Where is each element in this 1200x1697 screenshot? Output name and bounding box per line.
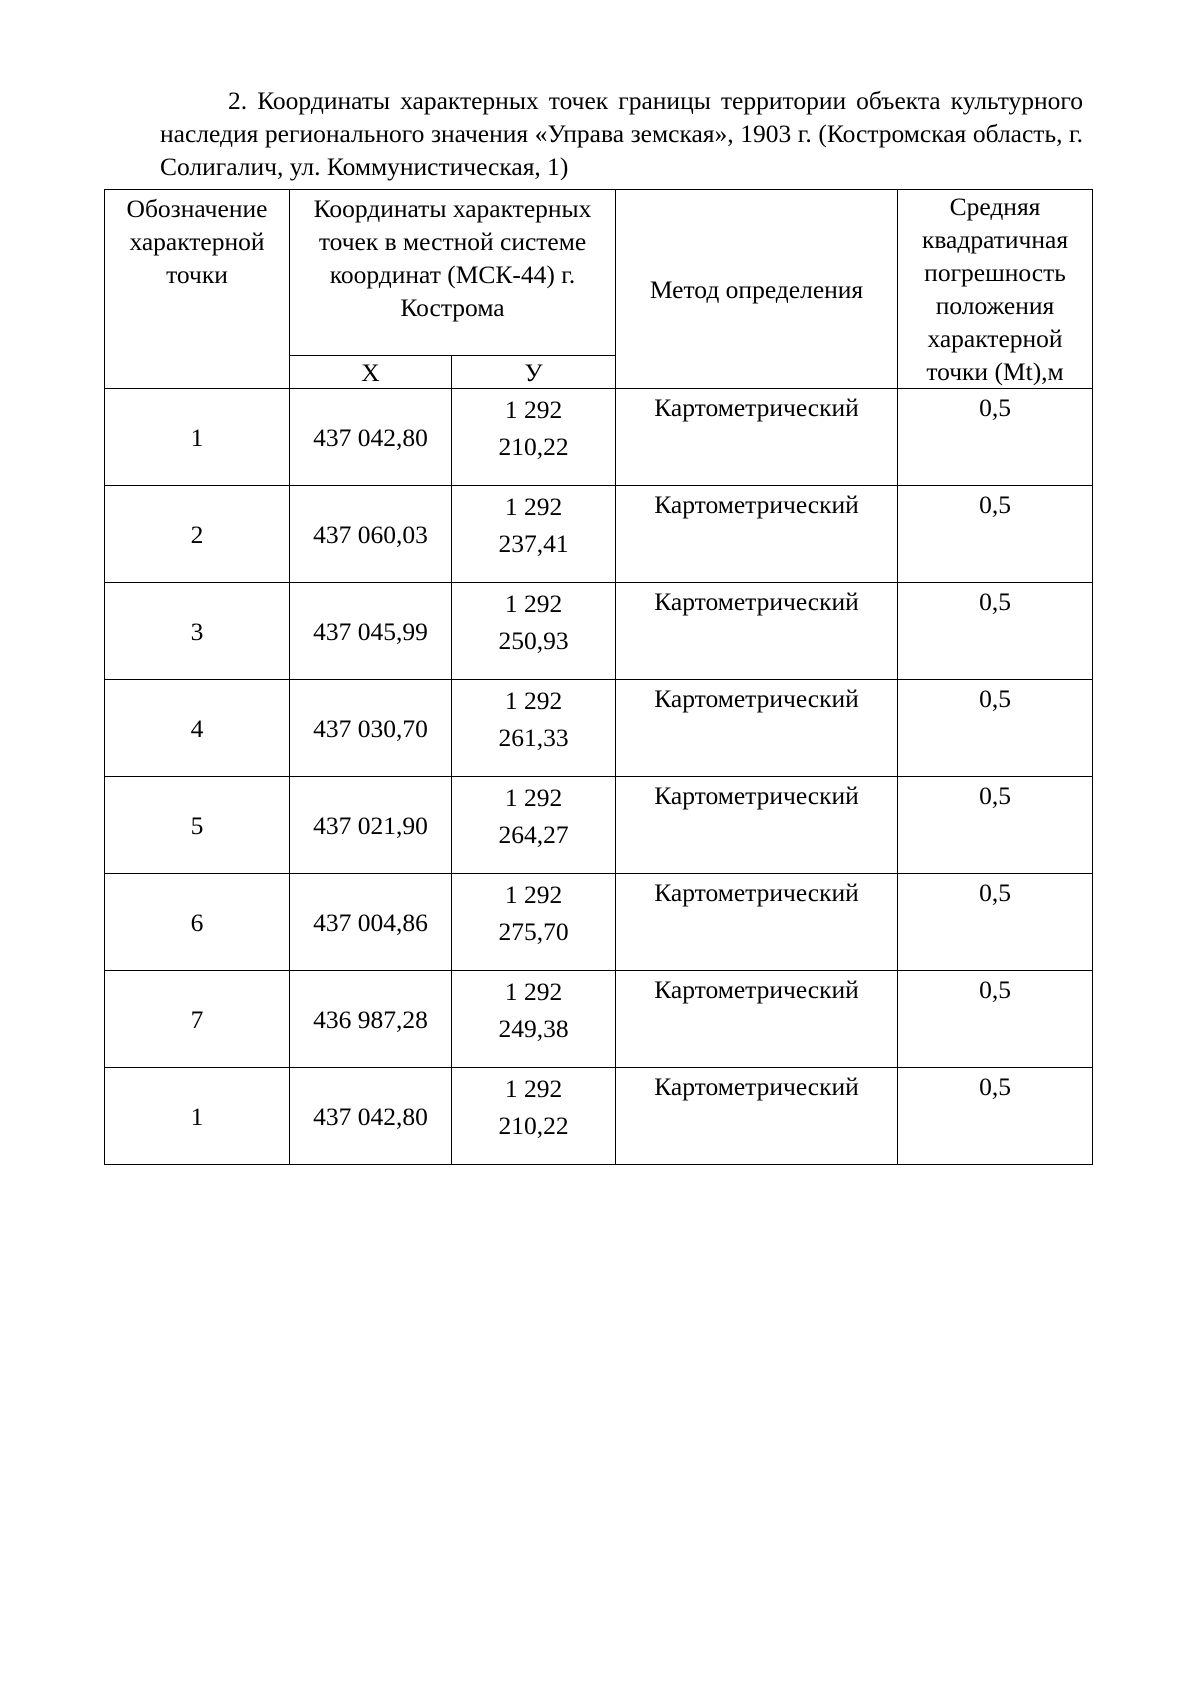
cell-y xyxy=(452,1068,616,1165)
cell-x: 437 021,90 xyxy=(290,777,452,874)
cell-y-part2: 237,41 xyxy=(498,529,569,558)
cell-y-part2: 275,70 xyxy=(498,917,569,946)
table-row xyxy=(105,971,1093,1068)
header-x: Х xyxy=(290,356,452,389)
cell-x: 437 045,99 xyxy=(290,583,452,680)
header-point: Обозначение характерной точки xyxy=(105,190,290,389)
cell-y-part2: 250,93 xyxy=(498,626,569,655)
cell-point: 1 xyxy=(105,1068,290,1165)
cell-y xyxy=(452,486,616,583)
cell-y-part1: 1 292 xyxy=(504,589,563,618)
table-row xyxy=(105,486,1093,583)
cell-point: 1 xyxy=(105,389,290,486)
cell-method: Картометрический xyxy=(616,777,898,874)
cell-y xyxy=(452,971,616,1068)
cell-y-part1: 1 292 xyxy=(504,1074,563,1103)
table-row xyxy=(105,583,1093,680)
cell-error: 0,5 xyxy=(898,583,1093,680)
cell-x: 437 042,80 xyxy=(290,1068,452,1165)
header-error: Средняя квадратичная погрешность положения характерной точки (Mt),м xyxy=(898,190,1093,389)
cell-error: 0,5 xyxy=(898,389,1093,486)
header-y: У xyxy=(452,356,616,389)
cell-x: 436 987,28 xyxy=(290,971,452,1068)
cell-x: 437 004,86 xyxy=(290,874,452,971)
cell-method: Картометрический xyxy=(616,389,898,486)
cell-y-part2: 210,22 xyxy=(498,432,569,461)
cell-point: 5 xyxy=(105,777,290,874)
cell-method: Картометрический xyxy=(616,680,898,777)
cell-y xyxy=(452,874,616,971)
section-heading: 2. Координаты характерных точек границы территории объекта культурного наследия регионального значения «Управа земская», 1903 г. (Костромская область, г. Солигалич, ул. Коммунистическая, 1) xyxy=(160,85,1083,181)
cell-point: 3 xyxy=(105,583,290,680)
cell-x: 437 060,03 xyxy=(290,486,452,583)
cell-y-part2: 264,27 xyxy=(498,820,569,849)
table-row xyxy=(105,777,1093,874)
cell-y-part1: 1 292 xyxy=(504,783,563,812)
cell-y xyxy=(452,583,616,680)
cell-method: Картометрический xyxy=(616,486,898,583)
cell-y-part2: 249,38 xyxy=(498,1014,569,1043)
coordinates-table xyxy=(104,189,1093,1165)
cell-y xyxy=(452,680,616,777)
cell-y-part1: 1 292 xyxy=(504,395,563,424)
cell-method: Картометрический xyxy=(616,583,898,680)
cell-error: 0,5 xyxy=(898,1068,1093,1165)
cell-point: 4 xyxy=(105,680,290,777)
cell-y xyxy=(452,777,616,874)
cell-y-part2: 210,22 xyxy=(498,1111,569,1140)
cell-x: 437 042,80 xyxy=(290,389,452,486)
cell-error: 0,5 xyxy=(898,486,1093,583)
cell-error: 0,5 xyxy=(898,971,1093,1068)
cell-y-part1: 1 292 xyxy=(504,977,563,1006)
cell-y-part1: 1 292 xyxy=(504,880,563,909)
cell-y xyxy=(452,389,616,486)
cell-method: Картометрический xyxy=(616,1068,898,1165)
cell-y-part2: 261,33 xyxy=(498,723,569,752)
table-header xyxy=(105,190,1093,389)
table-row xyxy=(105,1068,1093,1165)
cell-error: 0,5 xyxy=(898,874,1093,971)
cell-error: 0,5 xyxy=(898,777,1093,874)
cell-method: Картометрический xyxy=(616,874,898,971)
cell-error: 0,5 xyxy=(898,680,1093,777)
cell-point: 7 xyxy=(105,971,290,1068)
header-method: Метод определения xyxy=(616,190,898,389)
cell-method: Картометрический xyxy=(616,971,898,1068)
table-row xyxy=(105,874,1093,971)
table-row xyxy=(105,680,1093,777)
table-body xyxy=(105,389,1093,1165)
table-row xyxy=(105,389,1093,486)
cell-point: 2 xyxy=(105,486,290,583)
cell-x: 437 030,70 xyxy=(290,680,452,777)
header-coordinates: Координаты характерных точек в местной системе координат (МСК-44) г. Кострома xyxy=(290,190,616,356)
cell-point: 6 xyxy=(105,874,290,971)
cell-y-part1: 1 292 xyxy=(504,492,563,521)
cell-y-part1: 1 292 xyxy=(504,686,563,715)
